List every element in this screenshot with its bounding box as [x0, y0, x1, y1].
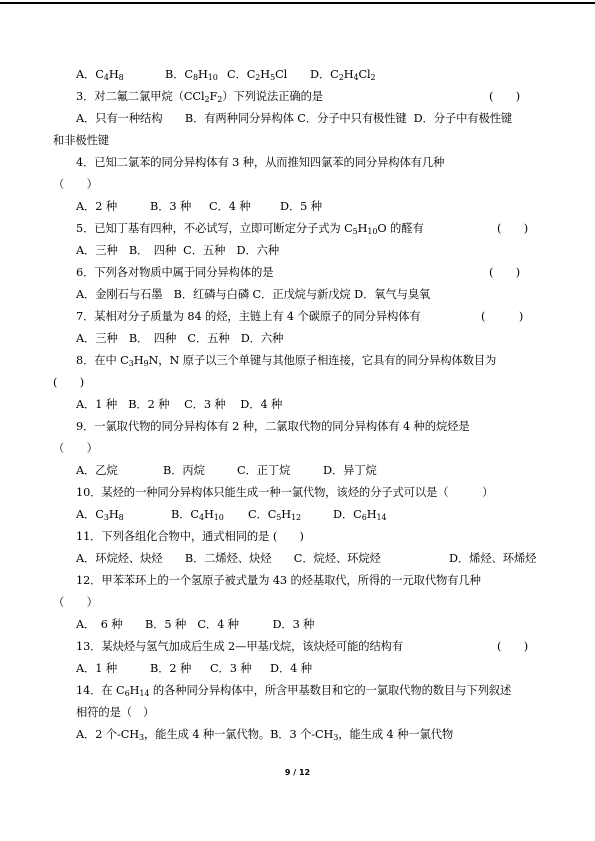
text-span: 12．甲苯苯环上的一个氢原子被式量为 43 的烃基取代，所得的一元取代物有几种: [76, 574, 481, 587]
text-span: A． 6 种 B．5 种 C．4 种 D．3 种: [76, 618, 315, 631]
text-line: [0, 307, 595, 327]
text-span: 相符的是（ ）: [76, 706, 155, 719]
text-line: [0, 703, 595, 723]
text-line: [0, 219, 595, 239]
text-line: [0, 681, 595, 701]
text-span: A．环烷烃、炔烃 B．二烯烃、炔烃 C．烷烃、环烷烃: [76, 552, 381, 565]
text-span: ( ): [497, 222, 529, 235]
text-span: 13．某炔烃与氢气加成后生成 2—甲基戊烷，该炔烃可能的结构有: [76, 640, 404, 653]
text-span: A．三种 B． 四种 C．五种 D．六种: [76, 244, 280, 257]
text-line: [0, 725, 595, 745]
text-line: [0, 87, 595, 107]
text-line: [0, 373, 595, 393]
text-span: B．3 种: [150, 200, 192, 213]
text-line: [0, 351, 595, 371]
text-span: A．2 种: [76, 200, 118, 213]
text-line: [0, 395, 595, 415]
text-line: [0, 329, 595, 349]
text-span: C．$C_5H_{12}$: [248, 508, 302, 522]
text-line: [0, 637, 595, 657]
text-line: [0, 439, 595, 459]
text-span: （ ）: [53, 596, 98, 609]
text-span: ( ): [53, 376, 85, 389]
text-span: A．$C_4H_8$: [76, 68, 124, 82]
header-rule: [0, 2, 595, 4]
text-span: D．5 种: [280, 200, 322, 213]
text-line: [0, 571, 595, 591]
text-line: [0, 615, 595, 635]
text-span: A．$C_3H_8$: [76, 508, 124, 522]
text-line: [0, 131, 595, 151]
text-span: A．2 个$-CH_3$，能生成 4 种一氯代物。B．3 个$-CH_3$，能生成 4 种一氯代物: [76, 728, 454, 742]
text-line: [0, 241, 595, 261]
text-line: [0, 175, 595, 195]
text-line: [0, 527, 595, 547]
text-line: [0, 109, 595, 129]
text-line: [0, 65, 595, 85]
text-span: 7．某相对分子质量为 84 的烃，主链上有 4 个碳原子的同分异构体有: [76, 310, 421, 323]
text-span: ( ): [489, 90, 521, 103]
text-span: A．只有一种结构 B．有两种同分异构体 C．分子中只有极性键 D．分子中有极性键: [76, 112, 513, 125]
text-span: 9．一氯取代物的同分异构体有 2 种，二氯取代物的同分异构体有 4 种的烷烃是: [76, 420, 470, 433]
text-line: [0, 549, 595, 569]
text-span: D．$C_2H_4Cl_2$: [310, 68, 376, 82]
text-span: ( ): [497, 640, 529, 653]
text-span: ( ): [481, 310, 524, 323]
text-span: B．丙烷: [163, 464, 205, 477]
text-span: 3．对二氟二氯甲烷$(CCl_2F_2)$下列说法正确的是: [76, 90, 323, 104]
text-span: B．2 种: [150, 662, 192, 675]
text-span: 10．某烃的一种同分异构体只能生成一种一氯代物，该烃的分子式可以是（ ）: [76, 486, 494, 499]
text-span: D．异丁烷: [323, 464, 377, 477]
text-line: [0, 417, 595, 437]
text-span: B．$C_4H_{10}$: [171, 508, 224, 522]
text-span: 6．下列各对物质中属于同分异构体的是: [76, 266, 274, 279]
text-line: [0, 197, 595, 217]
page-number: 9 / 12: [284, 768, 311, 777]
text-span: C．4 种: [209, 200, 251, 213]
text-line: [0, 263, 595, 283]
text-span: B．$C_8H_{10}$: [165, 68, 218, 82]
text-span: 14．在 $C_6H_{14}$ 的各种同分异构体中，所含甲基数目和它的一氯取代物的数目与下列叙述: [76, 684, 512, 698]
text-span: D．$C_6H_{14}$: [333, 508, 387, 522]
text-line: [0, 461, 595, 481]
text-span: 5．已知丁基有四种，不必试写，立即可断定分子式为 $C_5H_{10}O$ 的醛有: [76, 222, 424, 236]
text-span: A．1 种: [76, 662, 118, 675]
text-span: （ ）: [53, 442, 98, 455]
text-span: D．4 种: [270, 662, 312, 675]
text-line: [0, 659, 595, 679]
text-line: [0, 505, 595, 525]
text-line: [0, 483, 595, 503]
text-span: D．烯烃、环烯烃: [449, 552, 537, 565]
text-span: A．乙烷: [76, 464, 118, 477]
text-span: 4．已知二氯苯的同分异构体有 3 种，从而推知四氯苯的同分异构体有几种: [76, 156, 445, 169]
text-span: C．3 种: [210, 662, 252, 675]
text-span: ( ): [489, 266, 521, 279]
text-span: A．1 种 B．2 种 C．3 种 D．4 种: [76, 398, 283, 411]
text-span: A．三种 B． 四种 C．五种 D．六种: [76, 332, 284, 345]
text-span: A．金刚石与石墨 B．红磷与白磷 C．正戊烷与新戊烷 D．氧气与臭氧: [76, 288, 431, 301]
text-span: C．$C_2H_5Cl$: [227, 68, 288, 82]
text-line: [0, 153, 595, 173]
text-line: [0, 285, 595, 305]
text-span: 8．在中 $C_3H_9N$，N 原子以三个单键与其他原子相连接，它具有的同分异构体数目为: [76, 354, 497, 368]
text-span: （ ）: [53, 178, 98, 191]
text-span: 和非极性键: [53, 134, 109, 147]
text-span: C．正丁烷: [237, 464, 291, 477]
text-line: [0, 593, 595, 613]
text-span: 11．下列各组化合物中，通式相同的是 ( ): [76, 530, 304, 543]
